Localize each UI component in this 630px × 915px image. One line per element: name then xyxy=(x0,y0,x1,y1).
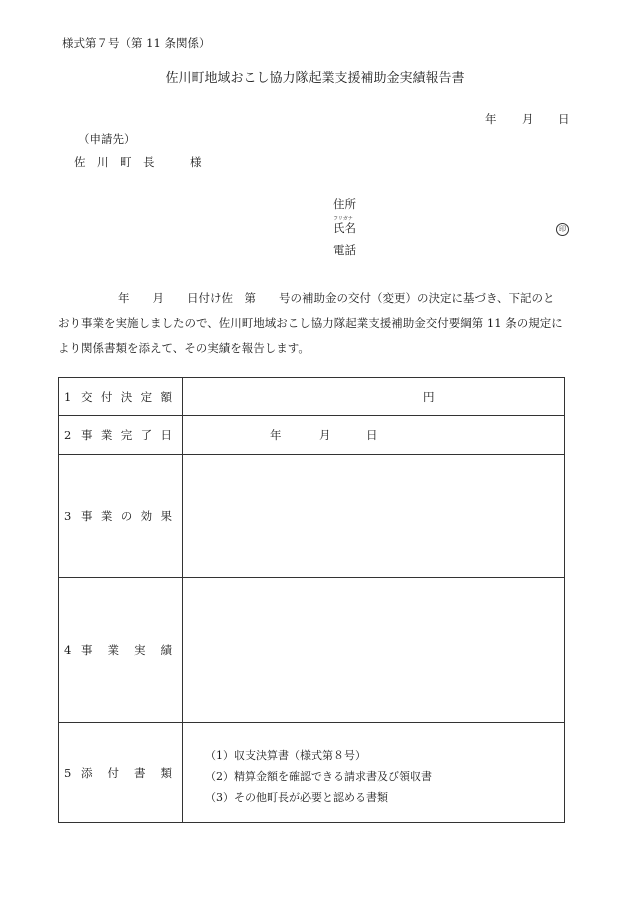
row-label-effect: 3 事 業 の 効 果 xyxy=(59,455,183,578)
table-row-attachments xyxy=(59,723,565,823)
date-year-label: 年 xyxy=(485,112,497,126)
row-label-attachments: 5 添 付 書 類 xyxy=(59,723,183,823)
table-row-completion xyxy=(59,416,565,455)
attachments-list xyxy=(205,745,432,808)
results-field[interactable] xyxy=(183,578,565,723)
attachments-field xyxy=(183,723,565,823)
body-line-1: 年 月 日付け佐 第 号の補助金の交付（変更）の決定に基づき、下記のと xyxy=(118,291,555,305)
completion-day: 日 xyxy=(366,428,378,442)
table-row-amount xyxy=(59,378,565,416)
name-ruby: フリガナ xyxy=(333,216,353,222)
row-label-amount: 1 交 付 決 定 額 xyxy=(59,378,183,416)
amount-field[interactable] xyxy=(183,378,565,416)
completion-date-field[interactable] xyxy=(183,416,565,455)
attachment-item: （1）収支決算書（様式第８号） xyxy=(205,749,366,762)
effect-field[interactable] xyxy=(183,455,565,578)
applicant-to-label: （申請先） xyxy=(78,132,136,146)
phone-label: 電話 xyxy=(333,243,356,257)
attachment-item: （2）精算金額を確認できる請求書及び領収書 xyxy=(205,770,432,783)
addressee-honorific: 様 xyxy=(190,155,202,169)
completion-year: 年 xyxy=(270,428,282,442)
report-table xyxy=(58,377,565,823)
body-line-3: より関係書類を添えて、その実績を報告します。 xyxy=(58,341,310,355)
table-row-effect xyxy=(59,455,565,578)
seal-mark: 印 xyxy=(556,223,569,236)
row-label-results: 4 事 業 実 績 xyxy=(59,578,183,723)
completion-month: 月 xyxy=(319,428,331,442)
name-label: 氏名 xyxy=(333,221,356,235)
form-number-label: 様式第７号（第 11 条関係） xyxy=(62,36,211,50)
attachment-item: （3）その他町長が必要と認める書類 xyxy=(205,791,388,804)
date-day-label: 日 xyxy=(558,112,570,126)
body-line-2: おり事業を実施しましたので、佐川町地域おこし協力隊起業支援補助金交付要綱第 11 条の規定に xyxy=(58,316,563,330)
table-row-results xyxy=(59,578,565,723)
row-label-completion: 2 事 業 完 了 日 xyxy=(59,416,183,455)
addressee-name: 佐 川 町 長 xyxy=(74,155,155,169)
amount-unit: 円 xyxy=(423,389,435,404)
address-label: 住所 xyxy=(333,197,356,211)
date-month-label: 月 xyxy=(522,112,534,126)
document-title: 佐川町地域おこし協力隊起業支援補助金実績報告書 xyxy=(165,71,465,86)
